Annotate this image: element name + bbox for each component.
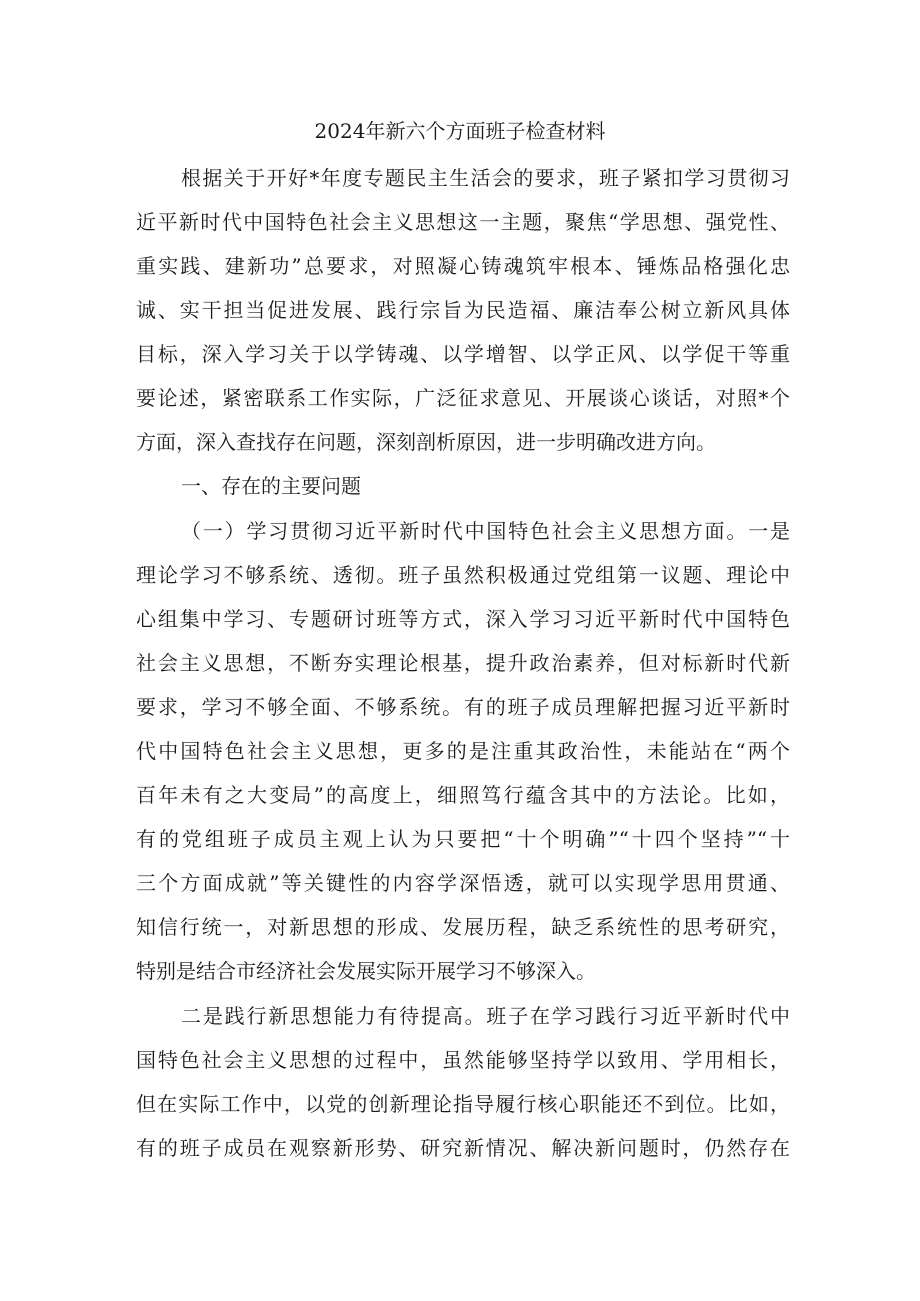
paragraph-line: 理论学习不够系统、透彻。班子虽然积极通过党组第一议题、理论中 — [136, 563, 790, 587]
paragraph-line: 诚、实干担当促进发展、践行宗旨为民造福、廉洁奉公树立新风具体 — [136, 298, 790, 322]
paragraph-line: 代中国特色社会主义思想，更多的是注重其政治性，未能站在“两个 — [136, 739, 790, 763]
paragraph-line: 二是践行新思想能力有待提高。班子在学习践行习近平新时代中 — [181, 1004, 790, 1028]
paragraph-line: 要论述，紧密联系工作实际，广泛征求意见、开展谈心谈话，对照*个 — [136, 386, 790, 410]
paragraph-line: 国特色社会主义思想的过程中，虽然能够坚持学以致用、学用相长， — [136, 1048, 790, 1072]
paragraph-line: 有的党组班子成员主观上认为只要把“十个明确”“十四个坚持”“十 — [136, 827, 790, 851]
paragraph-line: 要求，学习不够全面、不够系统。有的班子成员理解把握习近平新时 — [136, 695, 790, 719]
paragraph-line: 三个方面成就”等关键性的内容学深悟透，就可以实现学思用贯通、 — [136, 871, 790, 895]
paragraph-line: 百年未有之大变局”的高度上，细照笃行蕴含其中的方法论。比如， — [136, 783, 790, 807]
paragraph-line: 但在实际工作中，以党的创新理论指导履行核心职能还不到位。比如， — [136, 1092, 790, 1116]
paragraph-line: 有的班子成员在观察新形势、研究新情况、解决新问题时，仍然存在 — [136, 1136, 790, 1160]
paragraph-line: 目标，深入学习关于以学铸魂、以学增智、以学正风、以学促干等重 — [136, 342, 790, 366]
paragraph-line: 根据关于开好*年度专题民主生活会的要求，班子紧扣学习贯彻习 — [181, 166, 790, 190]
paragraph-line: 社会主义思想，不断夯实理论根基，提升政治素养，但对标新时代新 — [136, 651, 790, 675]
paragraph-line: （一）学习贯彻习近平新时代中国特色社会主义思想方面。一是 — [181, 519, 790, 543]
paragraph-line: 重实践、建新功”总要求，对照凝心铸魂筑牢根本、锤炼品格强化忠 — [136, 254, 790, 278]
paragraph-line: 知信行统一，对新思想的形成、发展历程，缺乏系统性的思考研究， — [136, 915, 790, 939]
section-heading: 一、存在的主要问题 — [181, 474, 361, 498]
paragraph-line: 方面，深入查找存在问题，深刻剖析原因，进一步明确改进方向。 — [136, 430, 716, 454]
paragraph-line: 心组集中学习、专题研讨班等方式，深入学习习近平新时代中国特色 — [136, 607, 790, 631]
paragraph-line: 特别是结合市经济社会发展实际开展学习不够深入。 — [136, 959, 596, 983]
document-title: 2024年新六个方面班子检查材料 — [314, 119, 606, 143]
paragraph-line: 近平新时代中国特色社会主义思想这一主题，聚焦“学思想、强党性、 — [136, 210, 790, 234]
